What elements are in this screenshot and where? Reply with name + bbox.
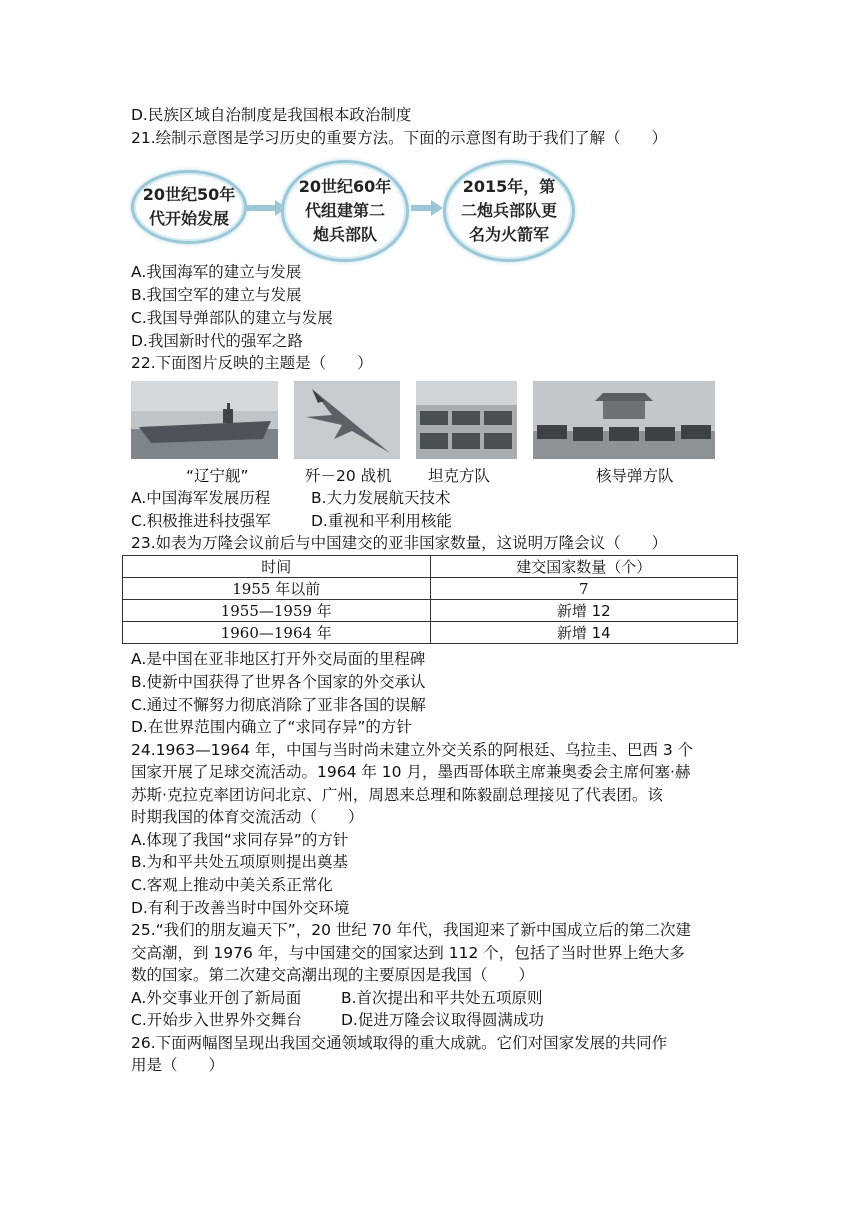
table-cell: 新增 12: [430, 600, 738, 622]
q26-stem-2: 用是（ ）: [131, 1056, 225, 1074]
flow-bubble-2: 20世纪60年 代组建第二 炮兵部队: [281, 160, 409, 262]
caption-missile: 核导弹方队: [596, 467, 674, 485]
caption-liaoning: “辽宁舰”: [186, 467, 249, 485]
q25-options-ab: [131, 987, 543, 1009]
q22-option-b: B.大力发展航天技术: [311, 489, 451, 507]
q23-option-d: D.在世界范围内确立了“求同存异”的方针: [131, 718, 412, 736]
q23-option-a: A.是中国在亚非地区打开外交局面的里程碑: [131, 650, 426, 668]
caption-tank: 坦克方队: [428, 467, 491, 485]
nuclear-missile-formation-photo: [533, 381, 715, 459]
q21-option-b: B.我国空军的建立与发展: [131, 286, 302, 304]
diplomacy-table: [122, 555, 738, 644]
q26-stem-1: 26.下面两幅图呈现出我国交通领域取得的重大成就。它们对国家发展的共同作: [131, 1034, 668, 1052]
table-row: [123, 578, 738, 600]
q25-option-a: A.外交事业开创了新局面: [131, 989, 302, 1007]
flow-bubble-1: 20世纪50年 代开始发展: [131, 170, 247, 244]
q25-stem-1: 25.“我们的朋友遍天下”，20 世纪 70 年代，我国迎来了新中国成立后的第二次建: [131, 921, 691, 939]
tank-formation-photo: [416, 381, 517, 459]
q21-flow-diagram: [131, 160, 591, 260]
aircraft-carrier-photo: [131, 381, 278, 459]
q24-option-b: B.为和平共处五项原则提出奠基: [131, 853, 349, 871]
q22-option-c: C.积极推进科技强军: [131, 512, 271, 530]
q24-stem-4: 时期我国的体育交流活动（ ）: [131, 808, 364, 826]
q24-stem-3: 苏斯·克拉克率团访问北京、广州，周恩来总理和陈毅副总理接见了代表团。该: [131, 786, 663, 804]
q25-stem-3: 数的国家。第二次建交高潮出现的主要原因是我国（ ）: [131, 966, 535, 984]
q23-option-b: B.使新中国获得了世界各个国家的外交承认: [131, 673, 426, 691]
table-header-cell: 建交国家数量（个）: [430, 556, 738, 578]
q24-option-d: D.有利于改善当时中国外交环境: [131, 899, 350, 917]
fighter-jet-photo: [294, 381, 400, 459]
q24-option-c: C.客观上推动中美关系正常化: [131, 876, 333, 894]
q24-stem-2: 国家开展了足球交流活动。1964 年 10 月，墨西哥体联主席兼奥委会主席何塞·赫: [131, 763, 691, 781]
table-cell: 7: [430, 578, 738, 600]
flow-arrow-1: [247, 205, 277, 211]
table-header-cell: 时间: [123, 556, 431, 578]
q20-option-d: D.民族区域自治制度是我国根本政治制度: [131, 106, 412, 124]
q21-stem: 21.绘制示意图是学习历史的重要方法。下面的示意图有助于我们了解（ ）: [131, 129, 668, 147]
table-cell: 1960—1964 年: [123, 622, 431, 644]
q24-option-a: A.体现了我国“求同存异”的方针: [131, 831, 349, 849]
table-cell: 1955 年以前: [123, 578, 431, 600]
q25-option-c: C.开始步入世界外交舞台: [131, 1011, 302, 1029]
table-cell: 新增 14: [430, 622, 738, 644]
flow-arrow-2: [411, 205, 433, 211]
q22-options-cd: [131, 510, 452, 532]
q21-option-d: D.我国新时代的强军之路: [131, 332, 303, 350]
q25-option-b: B.首次提出和平共处五项原则: [341, 989, 543, 1007]
q24-stem-1: 24.1963—1964 年，中国与当时尚未建立外交关系的阿根廷、乌拉圭、巴西 3 个: [131, 741, 694, 759]
q22-options-ab: [131, 487, 451, 509]
q22-stem: 22.下面图片反映的主题是（ ）: [131, 354, 373, 372]
table-cell: 1955—1959 年: [123, 600, 431, 622]
q25-stem-2: 交高潮，到 1976 年，与中国建交的国家达到 112 个，包括了当时世界上绝大多: [131, 944, 685, 962]
flow-bubble-3: 2015年，第 二炮兵部队更 名为火箭军: [443, 160, 575, 262]
q25-options-cd: [131, 1009, 544, 1031]
q21-option-c: C.我国导弹部队的建立与发展: [131, 309, 333, 327]
q22-option-d: D.重视和平利用核能: [311, 512, 452, 530]
q25-option-d: D.促进万隆会议取得圆满成功: [341, 1011, 544, 1029]
q21-option-a: A.我国海军的建立与发展: [131, 263, 302, 281]
table-row: [123, 600, 738, 622]
q22-option-a: A.中国海军发展历程: [131, 489, 271, 507]
caption-j20: 歼－20 战机: [305, 467, 392, 485]
q23-option-c: C.通过不懈努力彻底消除了亚非各国的误解: [131, 696, 426, 714]
table-header-row: [123, 556, 738, 578]
q23-stem: 23.如表为万隆会议前后与中国建交的亚非国家数量，这说明万隆会议（ ）: [131, 534, 668, 552]
table-row: [123, 622, 738, 644]
